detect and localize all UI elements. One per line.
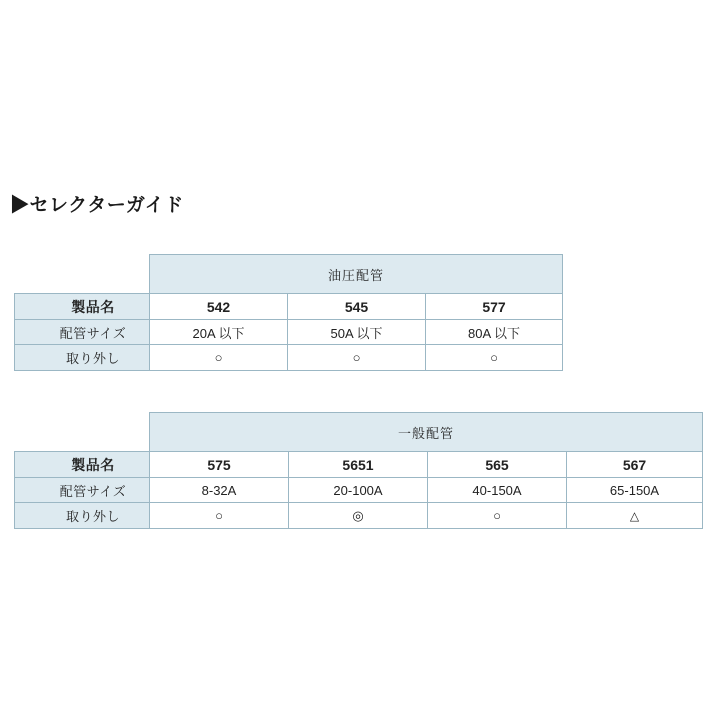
circle-icon — [490, 351, 498, 364]
cell-removal-3 — [428, 503, 567, 529]
double-circle-icon — [352, 509, 363, 522]
selector-guide-table-general — [14, 412, 703, 529]
cell-product-name-2: 5651 — [289, 452, 428, 478]
cell-pipe-size-2: 20-100A — [289, 478, 428, 503]
cell-pipe-size-4: 65-150A — [567, 478, 703, 503]
cell-product-name-2: 545 — [288, 294, 426, 320]
cell-product-name-3: 577 — [426, 294, 563, 320]
table-row-removal — [15, 503, 703, 529]
row-label-removal: 取り外し — [15, 345, 150, 371]
circle-icon — [353, 351, 361, 364]
group-header-cell: 油圧配管 — [150, 255, 563, 294]
row-label-product-name: 製品名 — [15, 294, 150, 320]
cell-pipe-size-3: 80A 以下 — [426, 320, 563, 345]
row-label-pipe-size: 配管サイズ — [15, 320, 150, 345]
cell-product-name-1: 542 — [150, 294, 288, 320]
table-row-pipe-size — [15, 320, 563, 345]
cell-removal-1 — [150, 345, 288, 371]
row-label-removal: 取り外し — [15, 503, 150, 529]
cell-product-name-4: 567 — [567, 452, 703, 478]
cell-removal-2 — [288, 345, 426, 371]
cell-removal-3 — [426, 345, 563, 371]
row-label-pipe-size: 配管サイズ — [15, 478, 150, 503]
corner-spacer — [15, 255, 150, 294]
cell-removal-4 — [567, 503, 703, 529]
table-row-group-header — [15, 413, 703, 452]
cell-pipe-size-2: 50A 以下 — [288, 320, 426, 345]
page-title: ▶セレクターガイド — [10, 195, 184, 216]
table-row-group-header — [15, 255, 563, 294]
circle-icon — [215, 509, 223, 522]
row-label-product-name: 製品名 — [15, 452, 150, 478]
table-row-pipe-size — [15, 478, 703, 503]
group-header-cell: 一般配管 — [150, 413, 703, 452]
table-row-product-name — [15, 294, 563, 320]
circle-icon — [215, 351, 223, 364]
cell-pipe-size-1: 20A 以下 — [150, 320, 288, 345]
cell-removal-1 — [150, 503, 289, 529]
selector-guide-table-hydraulic — [14, 254, 563, 371]
cell-pipe-size-3: 40-150A — [428, 478, 567, 503]
cell-removal-2 — [289, 503, 428, 529]
cell-pipe-size-1: 8-32A — [150, 478, 289, 503]
table-row-removal — [15, 345, 563, 371]
cell-product-name-3: 565 — [428, 452, 567, 478]
triangle-icon — [630, 509, 639, 522]
circle-icon — [493, 509, 501, 522]
table-row-product-name — [15, 452, 703, 478]
cell-product-name-1: 575 — [150, 452, 289, 478]
corner-spacer — [15, 413, 150, 452]
